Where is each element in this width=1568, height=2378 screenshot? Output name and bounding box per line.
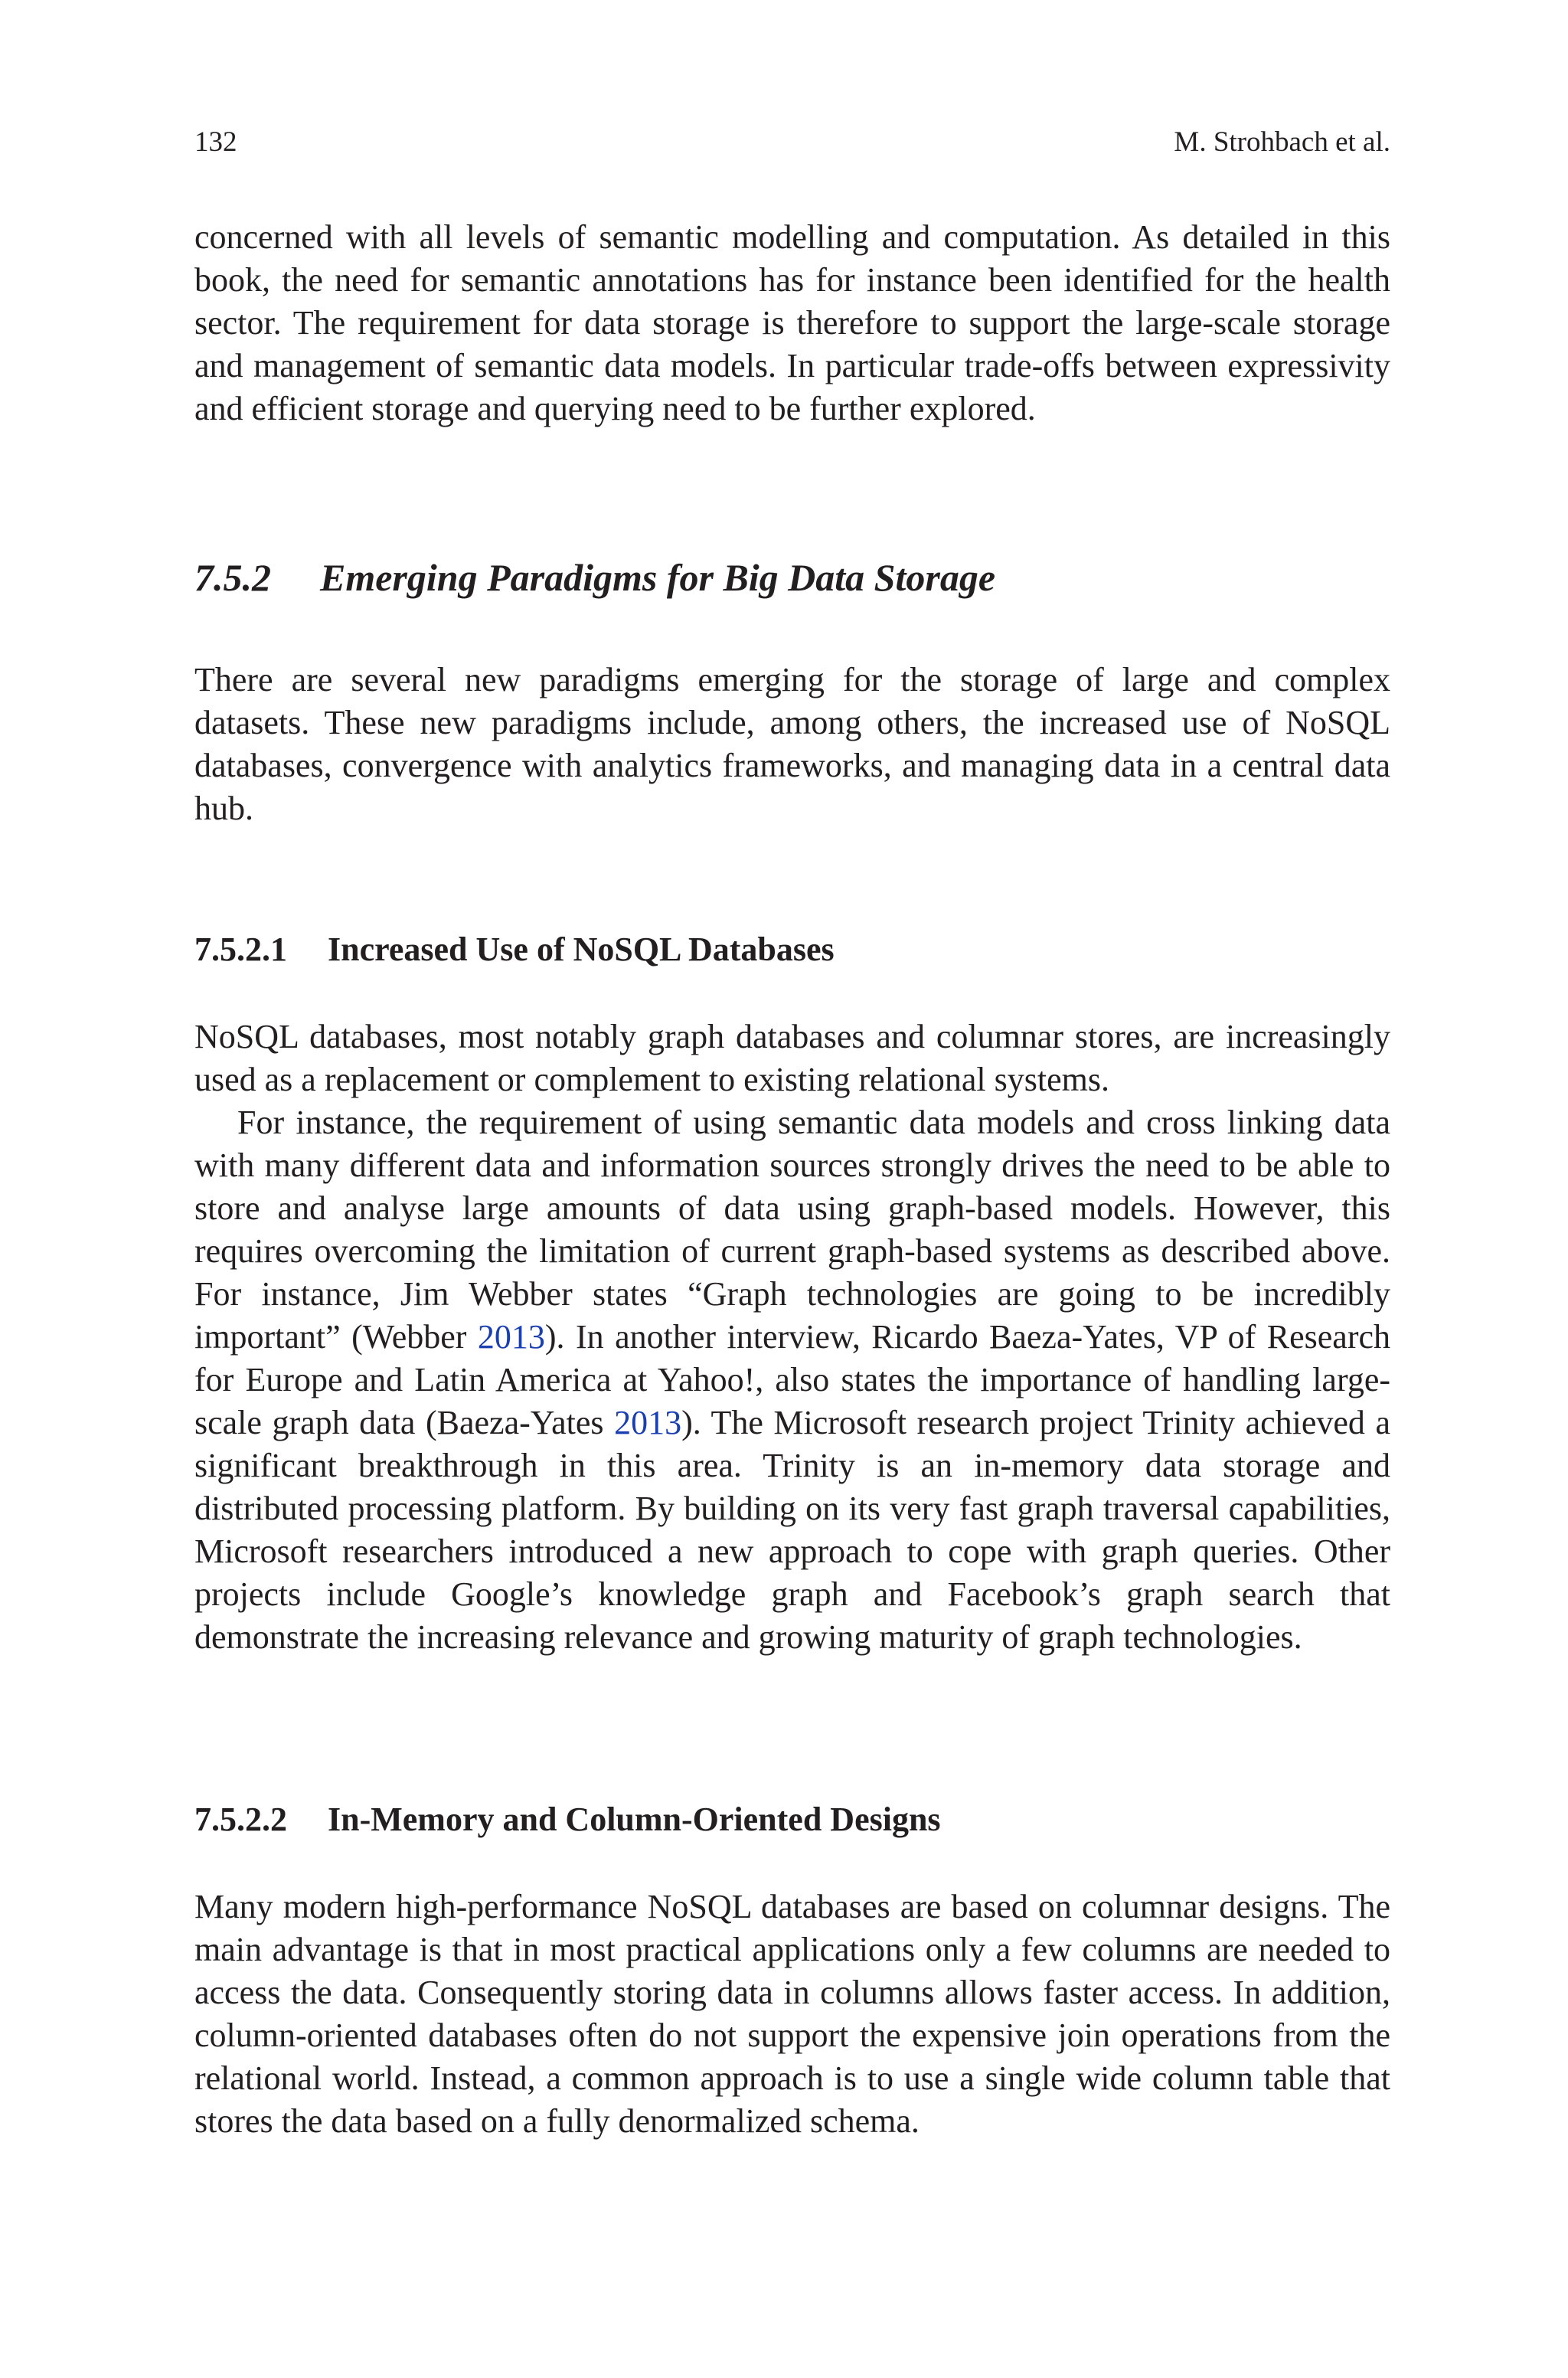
- running-head-authors: M. Strohbach et al.: [1174, 126, 1390, 158]
- subsection-title: Increased Use of NoSQL Databases: [328, 931, 835, 968]
- intro-section: [194, 216, 1390, 430]
- nosql-paragraph-1: NoSQL databases, most notably graph databases and columnar stores, are increasingly used as a replacement or complement to existing relational systems.: [194, 1018, 1390, 1098]
- section-paragraph: There are several new paradigms emerging for the storage of large and complex datasets. These new paradigms include, among others, the increased use of NoSQL databases, convergence with analytics frameworks, and managing data in a central data hub.: [194, 661, 1390, 827]
- intro-paragraph: concerned with all levels of semantic modelling and computation. As detailed in this book, the need for semantic annotations has for instance been identified for the health sector. The requirement for data storage is therefore to support the large-scale storage and management of semantic data models. In particular trade-offs between expressivity and efficient storage and querying need to be further explored.: [194, 218, 1390, 427]
- subsection-title: In-Memory and Column-Oriented Designs: [328, 1801, 941, 1838]
- section-title: Emerging Paradigms for Big Data Storage: [320, 556, 996, 599]
- section-body: [194, 659, 1390, 830]
- paragraph-text: For instance, the requirement of using semantic data models and cross linking data with many different data and information sources strongly drives the need to be able to store and analyse large amounts of data using graph-based models. However, this requires overcoming the limitation of current graph-based systems as described above. For instance, Jim Webber states “Graph technologies are going to be incredibly important” (Webber: [194, 1104, 1390, 1356]
- subsection-heading-nosql: [194, 928, 835, 971]
- subsection-heading-columnar: [194, 1798, 941, 1841]
- columnar-paragraph: Many modern high-performance NoSQL databases are based on columnar designs. The main advantage is that in most practical applications only a few columns are needed to access the data. Consequently storing data in columns allows faster access. In addition, column-oriented databases often do not support the expensive join operations from the relational world. Instead, a common approach is to use a single wide column table that stores the data based on a fully denormalized schema.: [194, 1888, 1390, 2140]
- paragraph-text: ). In another interview, Ricardo Baeza-Yates, VP of Research for Europe and Latin America at Yahoo!, also states the importance of handling large-scale graph data (Baeza-Yates: [194, 1318, 1391, 1441]
- subsection-body-nosql: [194, 1016, 1390, 1659]
- nosql-paragraph-2: [194, 1101, 1390, 1659]
- section-heading: [194, 554, 995, 600]
- subsection-number: 7.5.2.2: [194, 1801, 287, 1838]
- citation-link-baeza-yates[interactable]: 2013: [614, 1404, 682, 1441]
- paragraph-text: ). The Microsoft research project Trinity achieved a significant breakthrough in this area. Trinity is an in-memory data storage and distributed processing platform. By building on its very fast graph traversal capabilities, Microsoft researchers introduced a new approach to cope with graph queries. Other projects include Google’s knowledge graph and Facebook’s graph search that demonstrate the increasing relevance and growing maturity of graph technologies.: [194, 1404, 1390, 1656]
- subsection-number: 7.5.2.1: [194, 931, 287, 968]
- citation-link-webber[interactable]: 2013: [477, 1318, 545, 1356]
- page-number: 132: [194, 126, 237, 158]
- subsection-body-columnar: [194, 1886, 1390, 2143]
- section-number: 7.5.2: [194, 556, 271, 599]
